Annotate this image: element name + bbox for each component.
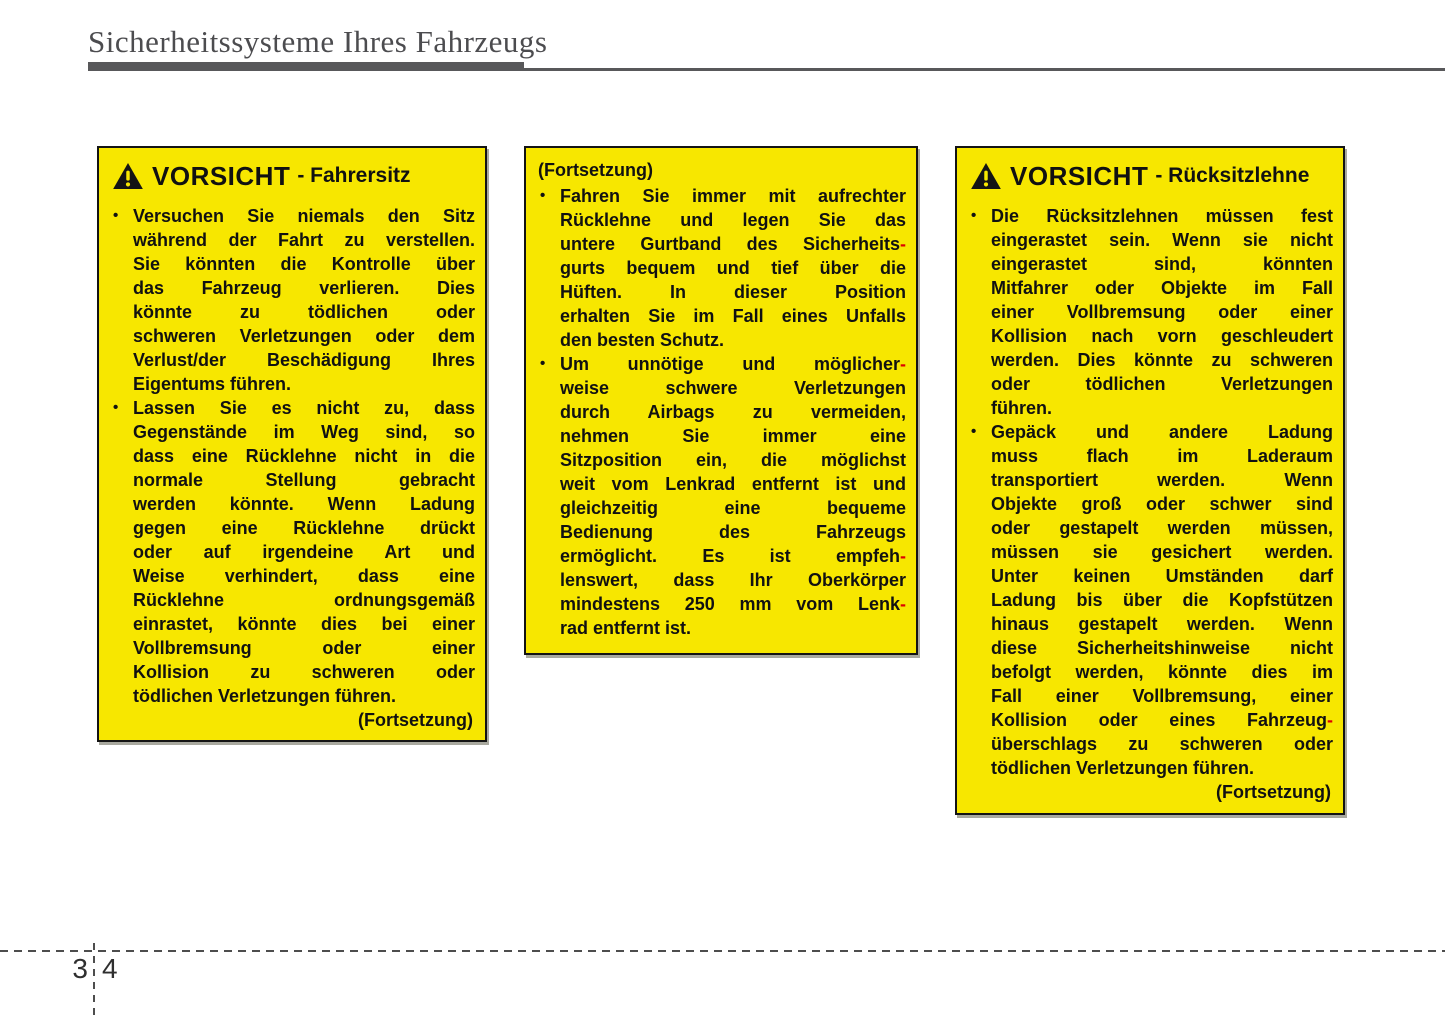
page-title: Sicherheitssysteme Ihres Fahrzeugs	[88, 24, 548, 59]
text-line: gleichzeitig eine bequeme	[560, 498, 906, 518]
text-line: mindestens 250 mm vom Lenk-	[560, 594, 906, 614]
text-line: Um unnötige und möglicher-	[560, 354, 906, 374]
text-line: überschlags zu schweren oder	[991, 734, 1333, 754]
text-line: Objekte groß oder schwer sind	[991, 494, 1333, 514]
header-underline-rule	[524, 68, 1445, 71]
text-line: während der Fahrt zu verstellen.	[133, 230, 475, 250]
text-line: könnte zu tödlichen oder	[133, 302, 475, 322]
text-line: lenswert, dass Ihr Oberkörper	[560, 570, 906, 590]
bullet-dot: •	[971, 423, 977, 440]
text-line: transportiert werden. Wenn	[991, 470, 1333, 490]
text-line: Kollision nach vorn geschleudert	[991, 326, 1333, 346]
text-line: dass eine Rücklehne nicht in die	[133, 446, 475, 466]
text-line: Ladung bis über die Kopfstützen	[991, 590, 1333, 610]
bullet-item	[969, 204, 1333, 420]
text-line: oder tödlichen Verletzungen	[991, 374, 1333, 394]
bullet-text	[560, 352, 906, 640]
text-line: Lassen Sie es nicht zu, dass	[133, 398, 475, 418]
text-line: untere Gurtband des Sicherheits-	[560, 234, 906, 254]
red-line-break-hyphen: -	[1327, 710, 1333, 730]
text-line: Verlust/der Beschädigung Ihres	[133, 350, 475, 370]
text-line: schweren Verletzungen oder dem	[133, 326, 475, 346]
warning-box-rear-seatback	[955, 146, 1345, 815]
warning-title-suffix: - Fahrersitz	[297, 164, 411, 187]
warning-title-word: VORSICHT	[1010, 161, 1149, 191]
text-line: Fall einer Vollbremsung, einer	[991, 686, 1333, 706]
text-line: Gegenstände im Weg sind, so	[133, 422, 475, 442]
text-line: Sitzposition ein, die möglichst	[560, 450, 906, 470]
bullet-dot: •	[113, 399, 119, 416]
warning-title-suffix: - Rücksitzlehne	[1155, 164, 1310, 187]
page-number: 4	[102, 953, 118, 984]
text-line: durch Airbags zu vermeiden,	[560, 402, 906, 422]
text-line: diese Sicherheitshinweise nicht	[991, 638, 1333, 658]
warning-title-word: VORSICHT	[152, 161, 291, 191]
text-line: erhalten Sie im Fall eines Unfalls	[560, 306, 906, 326]
bullet-dot: •	[540, 187, 546, 204]
footer-dashed-divider	[93, 943, 95, 1019]
text-line: Unter keinen Umständen darf	[991, 566, 1333, 586]
text-line: müssen sie gesichert werden.	[991, 542, 1333, 562]
text-line: Weise verhindert, dass eine	[133, 566, 475, 586]
bullet-text	[991, 204, 1333, 420]
text-line: gurts bequem und tief über die	[560, 258, 906, 278]
text-line: Bedienung des Fahrzeugs	[560, 522, 906, 542]
warning-box-driver-seat	[97, 146, 487, 742]
text-line: einrastet, könnte dies bei einer	[133, 614, 475, 634]
bullet-dot: •	[540, 355, 546, 372]
text-line: Rücklehne und legen Sie das	[560, 210, 906, 230]
text-line: hinaus gestapelt werden. Wenn	[991, 614, 1333, 634]
text-line: tödlichen Verletzungen führen.	[133, 686, 397, 706]
warning-title	[971, 160, 1333, 192]
bullet-item	[538, 184, 906, 352]
chapter-number: 3	[72, 953, 88, 984]
bullet-text	[560, 184, 906, 352]
warning-box-continuation	[524, 146, 918, 655]
text-line: ermöglicht. Es ist empfeh-	[560, 546, 906, 566]
footer-dashed-rule	[0, 950, 1445, 952]
text-line: eingerastet sein. Wenn sie nicht	[991, 230, 1333, 250]
text-line: Fahren Sie immer mit aufrechter	[560, 186, 906, 206]
text-line: weit vom Lenkrad entfernt ist und	[560, 474, 906, 494]
text-line: Vollbremsung oder einer	[133, 638, 475, 658]
red-line-break-hyphen: -	[900, 546, 906, 566]
bullet-text	[133, 396, 475, 708]
red-line-break-hyphen: -	[900, 234, 906, 254]
text-line: werden könnte. Wenn Ladung	[133, 494, 475, 514]
warning-triangle-icon	[971, 163, 1001, 189]
text-line: den besten Schutz.	[560, 330, 725, 350]
bullet-dot: •	[113, 207, 119, 224]
text-line: Die Rücksitzlehnen müssen fest	[991, 206, 1333, 226]
bullet-text	[133, 204, 475, 396]
text-line: oder gestapelt werden müssen,	[991, 518, 1333, 538]
text-line: Versuchen Sie niemals den Sitz	[133, 206, 475, 226]
text-line: werden. Dies könnte zu schweren	[991, 350, 1333, 370]
text-line: nehmen Sie immer eine	[560, 426, 906, 446]
text-line: Eigentums führen.	[133, 374, 292, 394]
text-line: Kollision oder eines Fahrzeug-	[991, 710, 1333, 730]
continuation-label: (Fortsetzung)	[358, 710, 473, 730]
red-line-break-hyphen: -	[900, 354, 906, 374]
text-line: einer Vollbremsung oder einer	[991, 302, 1333, 322]
bullet-item	[111, 396, 475, 708]
header-underline-bar	[88, 62, 524, 71]
continuation-top-label: (Fortsetzung)	[538, 160, 653, 180]
text-line: muss flach im Laderaum	[991, 446, 1333, 466]
text-line: das Fahrzeug verlieren. Dies	[133, 278, 475, 298]
text-line: Gepäck und andere Ladung	[991, 422, 1333, 442]
text-line: weise schwere Verletzungen	[560, 378, 906, 398]
text-line: eingerastet sind, könnten	[991, 254, 1333, 274]
bullet-item	[969, 420, 1333, 780]
text-line: rad entfernt ist.	[560, 618, 692, 638]
bullet-item	[111, 204, 475, 396]
warning-title	[113, 160, 475, 192]
text-line: oder auf irgendeine Art und	[133, 542, 475, 562]
text-line: Mitfahrer oder Objekte im Fall	[991, 278, 1333, 298]
text-line: Sie könnten die Kontrolle über	[133, 254, 475, 274]
text-line: führen.	[991, 398, 1052, 418]
warning-triangle-icon	[113, 163, 143, 189]
bullet-text	[991, 420, 1333, 780]
bullet-item	[538, 352, 906, 640]
text-line: normale Stellung gebracht	[133, 470, 475, 490]
text-line: Rücklehne ordnungsgemäß	[133, 590, 475, 610]
continuation-label: (Fortsetzung)	[1216, 782, 1331, 802]
text-line: tödlichen Verletzungen führen.	[991, 758, 1255, 778]
text-line: befolgt werden, könnte dies im	[991, 662, 1333, 682]
bullet-dot: •	[971, 207, 977, 224]
red-line-break-hyphen: -	[900, 594, 906, 614]
text-line: gegen eine Rücklehne drückt	[133, 518, 475, 538]
text-line: Kollision zu schweren oder	[133, 662, 475, 682]
text-line: Hüften. In dieser Position	[560, 282, 906, 302]
